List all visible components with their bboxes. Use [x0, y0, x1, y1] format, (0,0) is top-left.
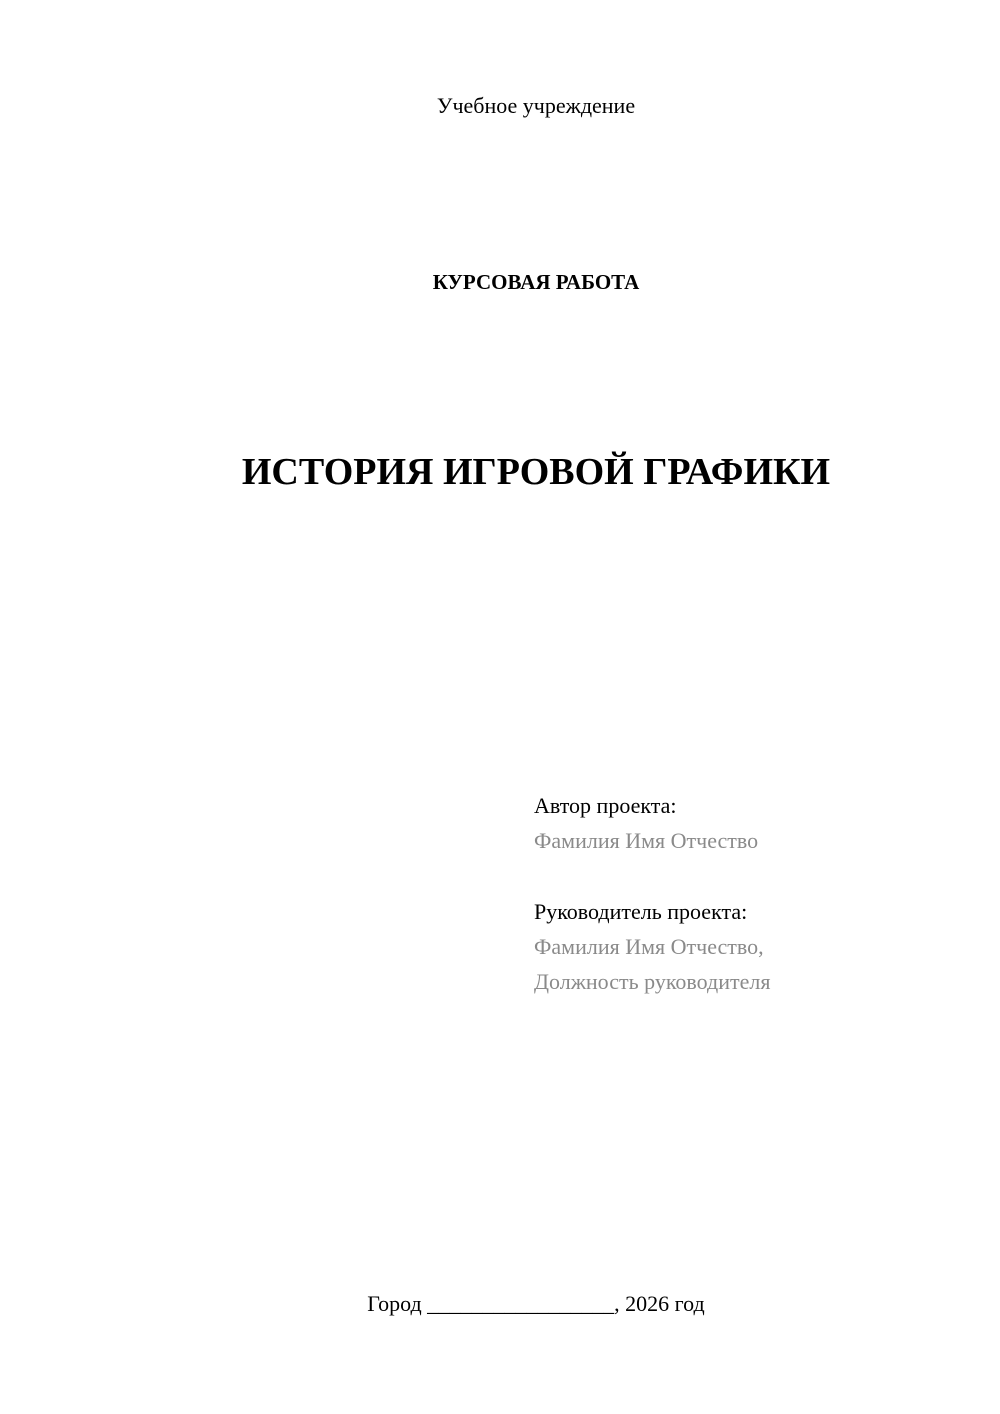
supervisor-position: Должность руководителя	[534, 969, 771, 994]
document-title: ИСТОРИЯ ИГРОВОЙ ГРАФИКИ	[241, 451, 831, 493]
project-info-block	[534, 788, 974, 999]
info-spacer	[534, 858, 974, 894]
institution-name: Учебное учреждение	[436, 93, 636, 118]
city-year-footer: Город _________________, 2026 год	[367, 1291, 705, 1316]
author-label: Автор проекта:	[534, 793, 677, 818]
author-name: Фамилия Имя Отчество	[534, 828, 759, 853]
supervisor-name: Фамилия Имя Отчество,	[534, 934, 764, 959]
supervisor-label: Руководитель проекта:	[534, 899, 748, 924]
work-type-heading: КУРСОВАЯ РАБОТА	[432, 270, 640, 294]
